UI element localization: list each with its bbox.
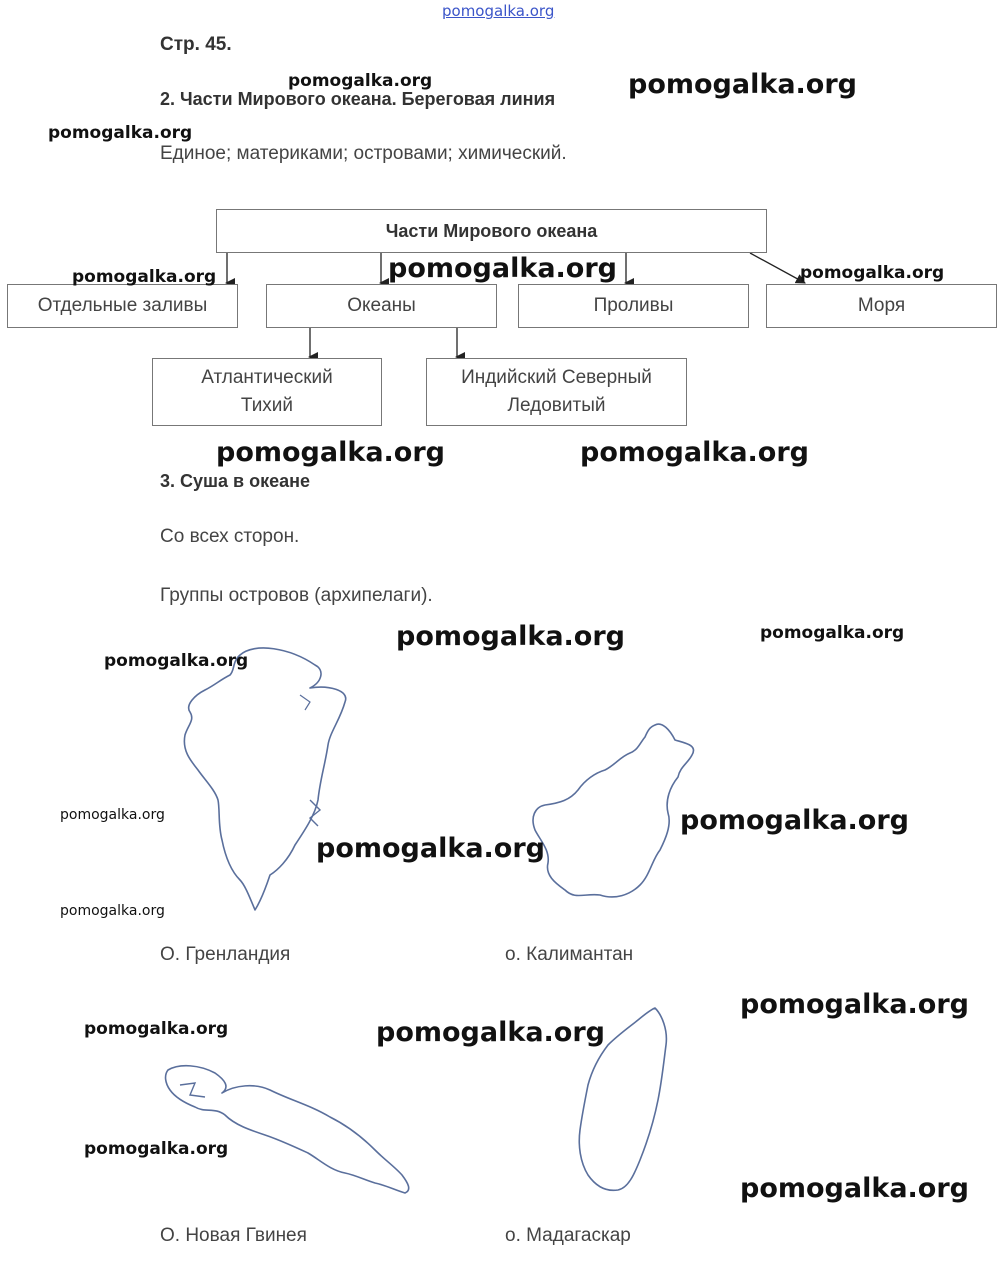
watermark-text: pomogalka.org	[60, 903, 165, 919]
box-seas: Моря	[766, 284, 997, 328]
caption-new-guinea: О. Новая Гвинея	[160, 1225, 307, 1246]
watermark-text: pomogalka.org	[800, 263, 945, 283]
watermark-text: pomogalka.org	[84, 1139, 229, 1159]
box-straits: Проливы	[518, 284, 749, 328]
page-number: Стр. 45.	[160, 34, 232, 55]
section-3-answer-2: Группы островов (архипелаги).	[160, 585, 433, 606]
watermark-text: pomogalka.org	[760, 623, 905, 643]
watermark-text: pomogalka.org	[740, 1173, 969, 1204]
watermark-text: pomogalka.org	[580, 437, 809, 468]
watermark-text: pomogalka.org	[48, 123, 193, 143]
watermark-text: pomogalka.org	[216, 437, 445, 468]
caption-madagascar: о. Мадагаскар	[505, 1225, 631, 1246]
arrow-to-seas	[750, 253, 805, 283]
watermark-text: pomogalka.org	[316, 833, 545, 864]
watermark-text: pomogalka.org	[388, 253, 617, 284]
watermark-text: pomogalka.org	[60, 807, 165, 823]
watermark-text: pomogalka.org	[628, 69, 857, 100]
section-3-title: 3. Суша в океане	[160, 471, 311, 491]
new-guinea-outline	[160, 1055, 420, 1205]
caption-greenland: О. Гренландия	[160, 944, 291, 965]
caption-kalimantan: о. Калимантан	[505, 944, 634, 965]
section-2-answer: Единое; материками; островами; химический.	[160, 143, 567, 164]
box-indian-arctic: Индийский Северный Ледовитый	[426, 358, 687, 426]
section-3-answer-1: Со всех сторон.	[160, 526, 300, 547]
watermark-text: pomogalka.org	[288, 71, 433, 91]
site-watermark-link[interactable]: pomogalka.org	[442, 2, 555, 20]
watermark-text: pomogalka.org	[104, 651, 249, 671]
watermark-text: pomogalka.org	[72, 267, 217, 287]
watermark-text: pomogalka.org	[396, 621, 625, 652]
box-atlantic-pacific: Атлантический Тихий	[152, 358, 382, 426]
section-2-title: 2. Части Мирового океана. Береговая линия	[160, 89, 556, 109]
watermark-text: pomogalka.org	[376, 1017, 605, 1048]
watermark-text: pomogalka.org	[84, 1019, 229, 1039]
greenland-outline	[160, 640, 360, 920]
diagram-root-box: Части Мирового океана	[216, 209, 767, 253]
watermark-text: pomogalka.org	[740, 989, 969, 1020]
box-oceans: Океаны	[266, 284, 497, 328]
watermark-text: pomogalka.org	[680, 805, 909, 836]
box-separate-bays: Отдельные заливы	[7, 284, 238, 328]
